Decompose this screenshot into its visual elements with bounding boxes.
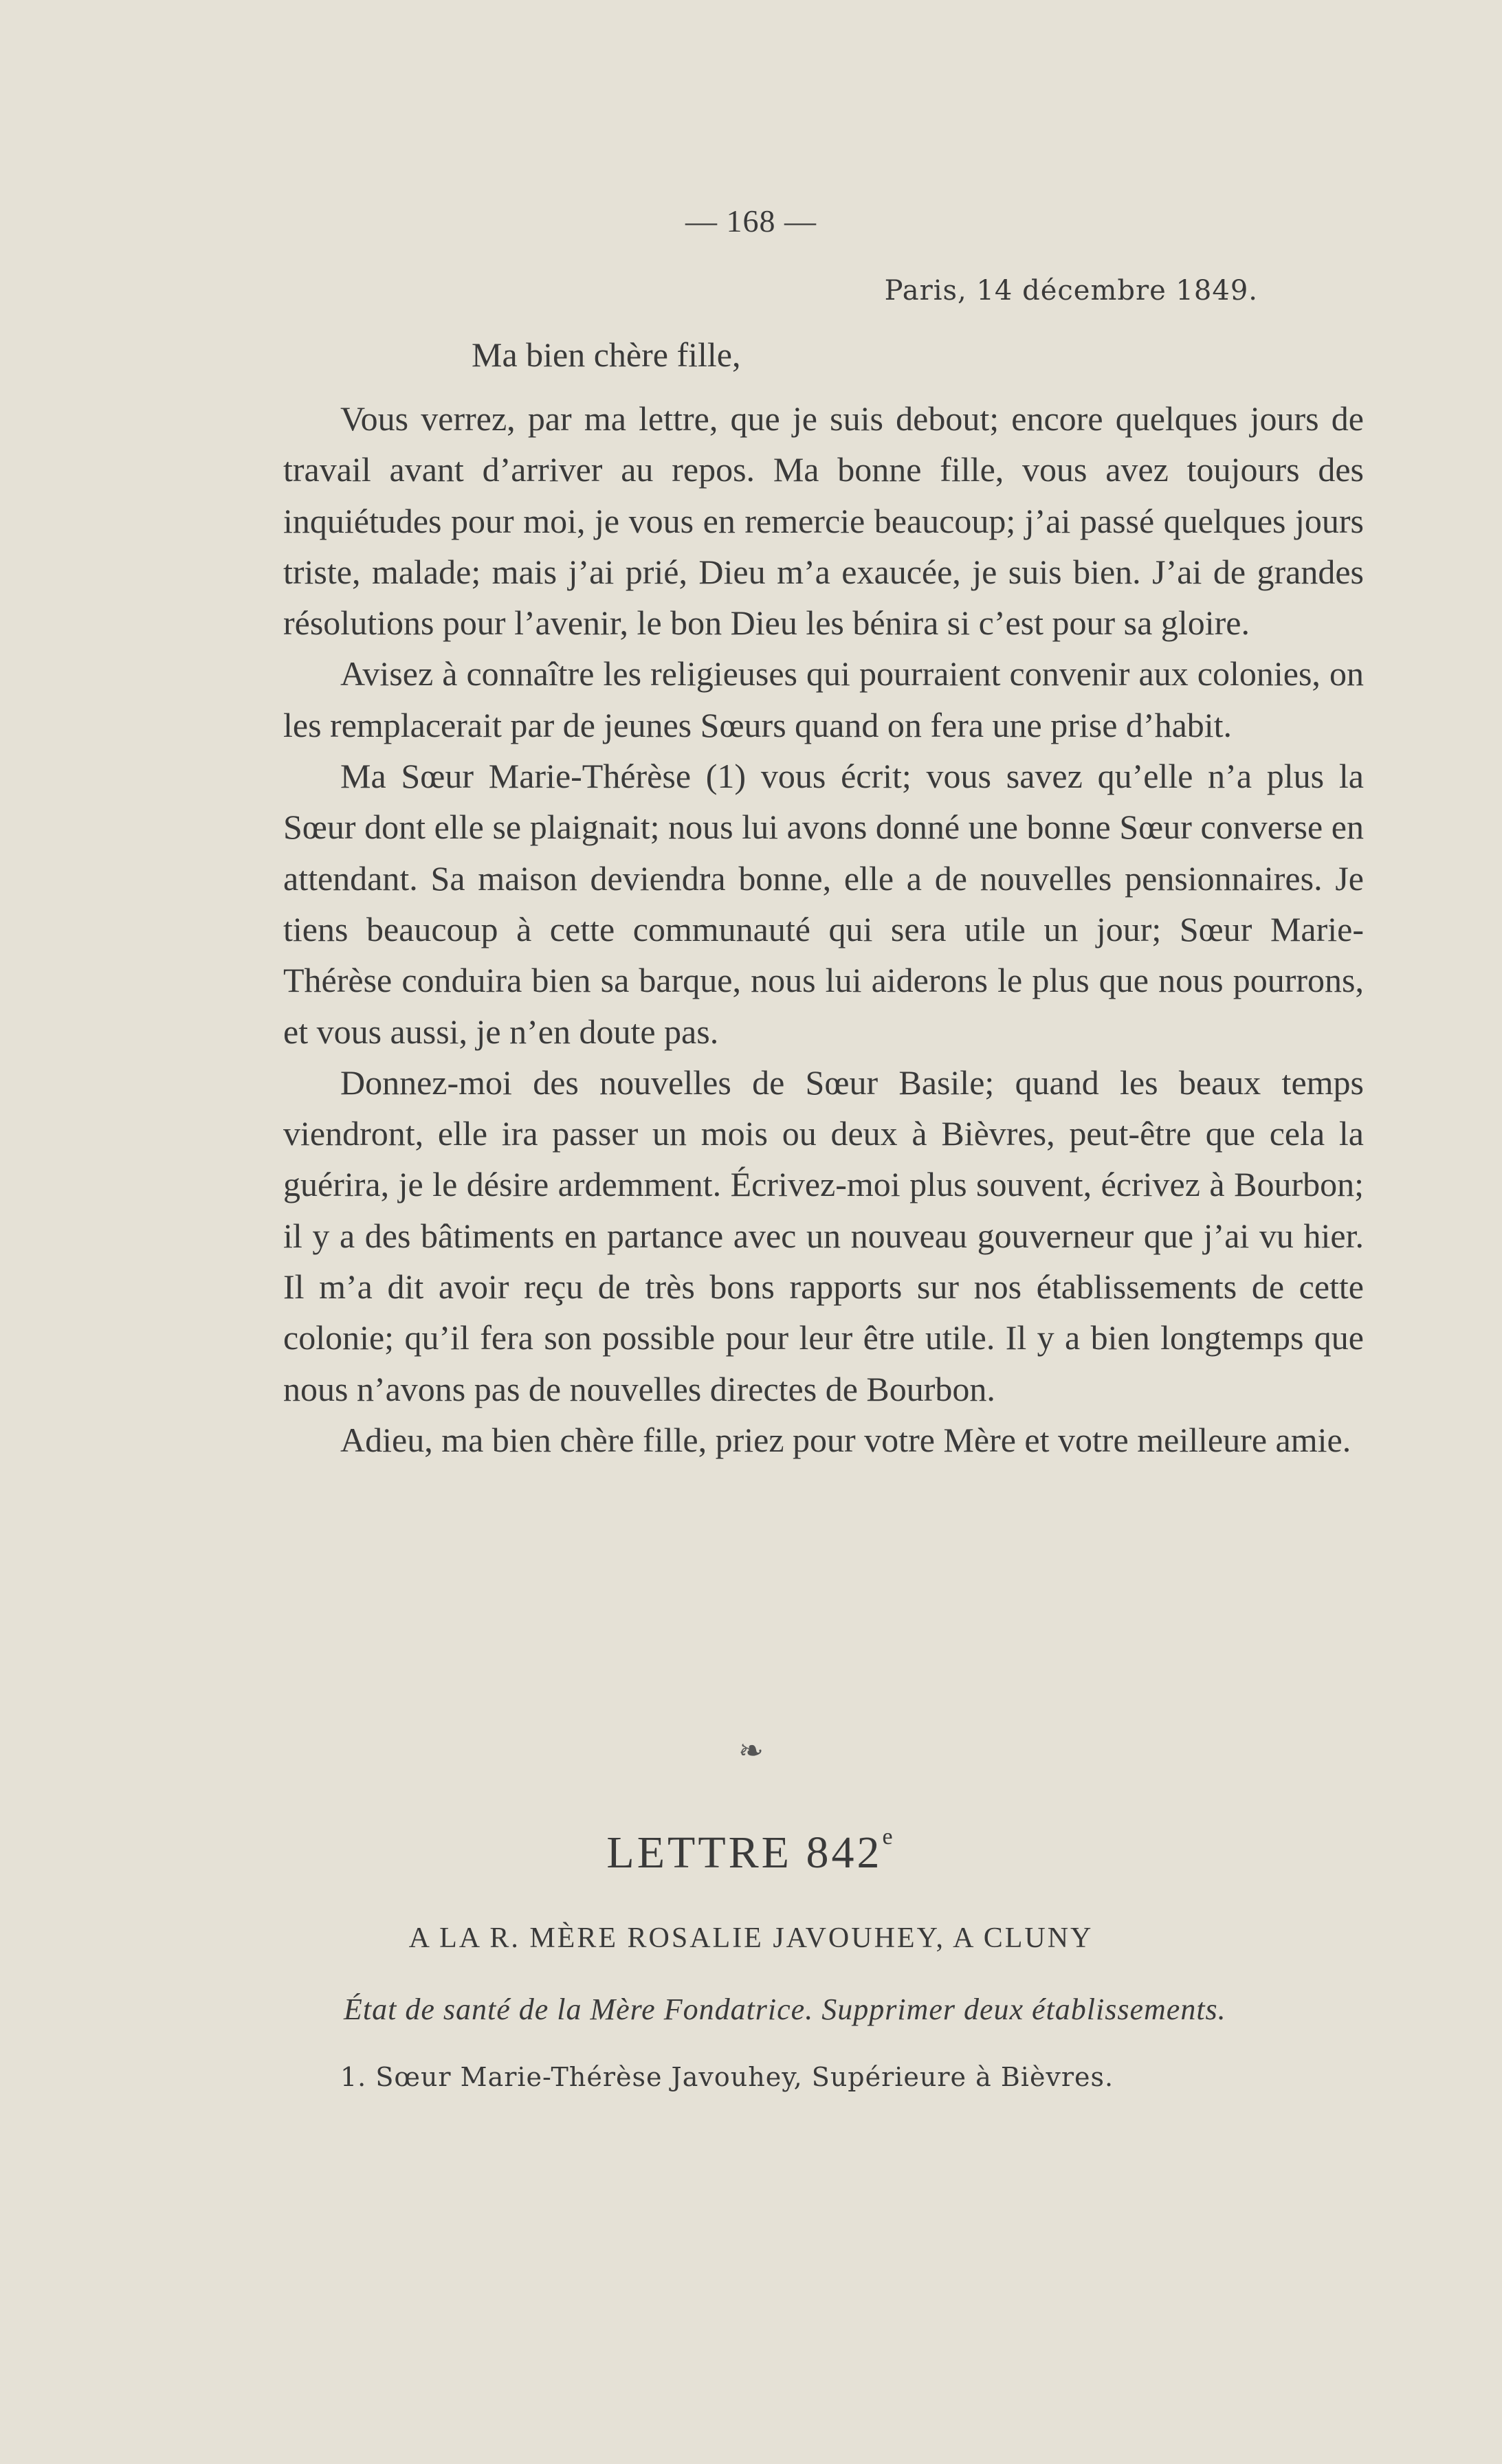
letter-paragraph: Vous verrez, par ma lettre, que je suis debout; encore quelques jours de travail avant d’arriver au repos. Ma bonne fille, vous avez toujours des inquiétudes pour moi, je vous en remercie beaucoup; j’ai passé quelques jours triste, malade; mais j’ai prié, Dieu m’a exaucée, je suis bien. J’ai de grandes résolutions pour l’avenir, le bon Dieu les bénira si c’est pour sa gloire.: [283, 399, 1364, 643]
footnote: 1. Sœur Marie-Thérèse Javouhey, Supérieure à Bièvres.: [340, 2062, 1114, 2092]
page-number: — 168 —: [685, 203, 817, 238]
next-letter-heading: [0, 1824, 1502, 1879]
letter-paragraph: Adieu, ma bien chère fille, priez pour votre Mère et votre meilleure amie.: [340, 1420, 1351, 1459]
next-letter-title: LETTRE 842: [606, 1828, 883, 1878]
letter-salutation: Ma bien chère fille,: [472, 335, 741, 374]
letter-dateline: Paris, 14 décembre 1849.: [884, 275, 1258, 307]
letter-paragraph: Ma Sœur Marie-Thérèse (1) vous écrit; vous savez qu’elle n’a plus la Sœur dont elle se plaignait; nous lui avons donné une bonne Sœur converse en attendant. Sa maison deviendra bonne, elle a de nouvelles pensionnaires. Je tiens beaucoup à cette communauté qui sera utile un jour; Sœur Marie-Thérèse conduira bien sa barque, nous lui aiderons le plus que nous pourrons, et vous aussi, je n’en doute pas.: [283, 757, 1364, 1051]
letter-paragraph: Avisez à connaître les religieuses qui pourraient convenir aux colonies, on les remplacerait par de jeunes Sœurs quand on fera une prise d’habit.: [283, 654, 1364, 744]
next-letter-recipient: A LA R. MÈRE ROSALIE JAVOUHEY, A CLUNY: [408, 1922, 1094, 1954]
letter-body: [283, 393, 1364, 1465]
fleuron-ornament-icon: ❧: [738, 1734, 764, 1768]
letter-paragraph: Donnez-moi des nouvelles de Sœur Basile; quand les beaux temps viendront, elle ira passer un mois ou deux à Bièvres, peut-être que cela la guérira, je le désire ardemment. Écrivez-moi plus souvent, écrivez à Bourbon; il y a des bâtiments en partance avec un nouveau gouverneur que j’ai vu hier. Il m’a dit avoir reçu de très bons rapports sur nos établissements de cette colonie; qu’il fera son possible pour leur être utile. Il y a bien longtemps que nous n’avons pas de nouvelles directes de Bourbon.: [283, 1063, 1364, 1408]
next-letter-summary: État de santé de la Mère Fondatrice. Supprimer deux établissements.: [344, 1993, 1226, 2026]
next-letter-title-superscript: e: [882, 1824, 896, 1850]
